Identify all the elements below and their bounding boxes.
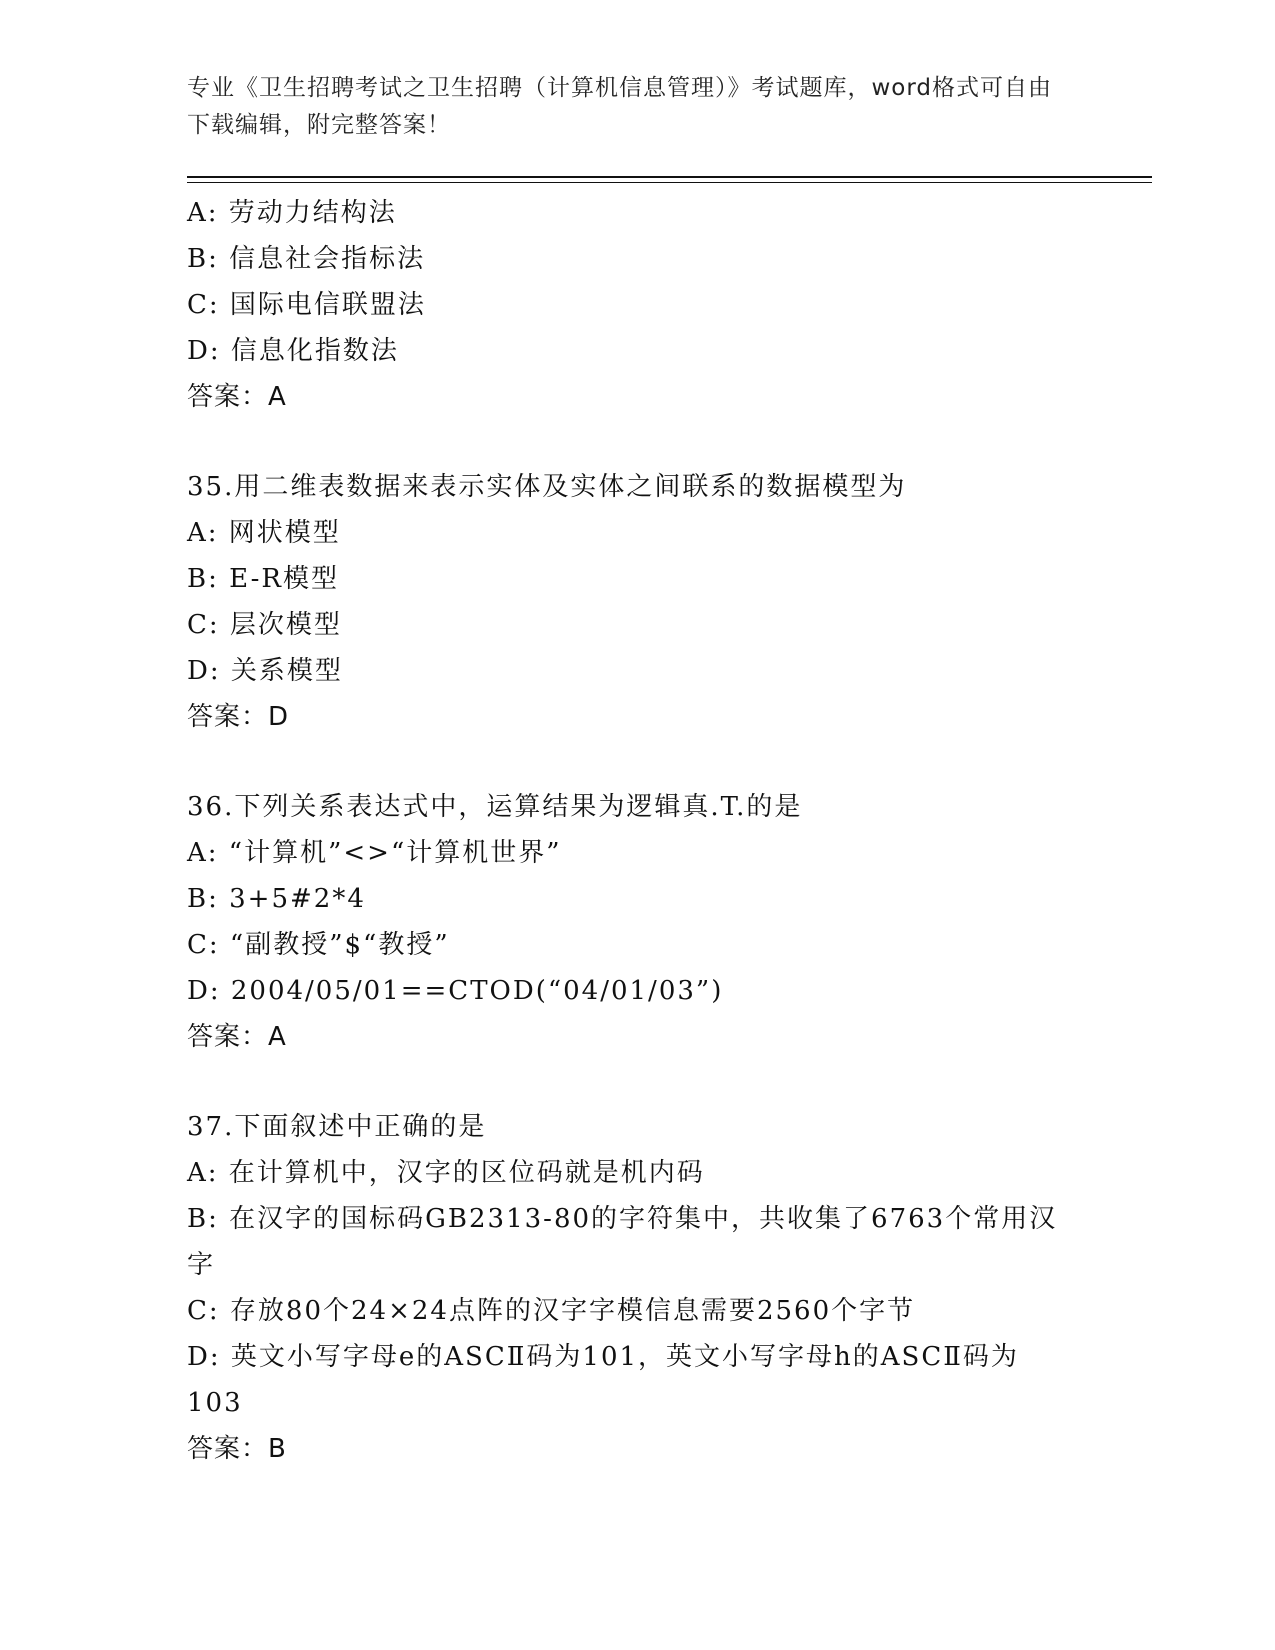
option-b: B: E-R模型 [187,564,339,594]
question-text: 35.用二维表数据来表示实体及实体之间联系的数据模型为 [187,472,907,502]
answer-label: 答案：A [187,382,287,412]
option-a: A: 在计算机中，汉字的区位码就是机内码 [187,1158,705,1188]
option-a: A: “计算机”<>“计算机世界” [187,838,562,868]
option-b: B: 3+5#2*4 [187,884,366,914]
spacer [187,740,1067,784]
header-rule-thin [187,182,1152,183]
option-a: A: 网状模型 [187,518,341,548]
question-text: 36.下列关系表达式中，运算结果为逻辑真.T.的是 [187,792,803,822]
question-35-block [187,464,1067,740]
question-36-block [187,784,1067,1060]
document-header: 专业《卫生招聘考试之卫生招聘（计算机信息管理）》考试题库，word格式可自由下载编辑，附完整答案！ [187,75,1053,138]
option-d: D: 英文小写字母e的ASCⅡ码为101，英文小写字母h的ASCⅡ码为103 [187,1342,1019,1418]
option-b: B: 在汉字的国标码GB2313-80的字符集中，共收集了6763个常用汉字 [187,1204,1058,1280]
spacer [187,420,1067,464]
option-c: C: 存放80个24×24点阵的汉字字模信息需要2560个字节 [187,1296,916,1326]
answer-label: 答案：B [187,1434,287,1464]
answer-label: 答案：D [187,702,290,732]
option-d: D: 关系模型 [187,656,343,686]
question-list [187,190,1067,1472]
option-a: A: 劳动力结构法 [187,198,397,228]
option-c: C: 国际电信联盟法 [187,290,426,320]
spacer [187,1060,1067,1104]
question-34-block [187,190,1067,420]
option-d: D: 信息化指数法 [187,336,399,366]
answer-label: 答案：A [187,1022,287,1052]
question-text: 37.下面叙述中正确的是 [187,1112,487,1142]
question-37-block [187,1104,1067,1472]
option-c: C: 层次模型 [187,610,342,640]
option-b: B: 信息社会指标法 [187,244,426,274]
option-d: D: 2004/05/01==CTOD(“04/01/03”) [187,976,724,1006]
option-c: C: “副教授”$“教授” [187,930,450,960]
header-rule-thick [187,176,1152,178]
